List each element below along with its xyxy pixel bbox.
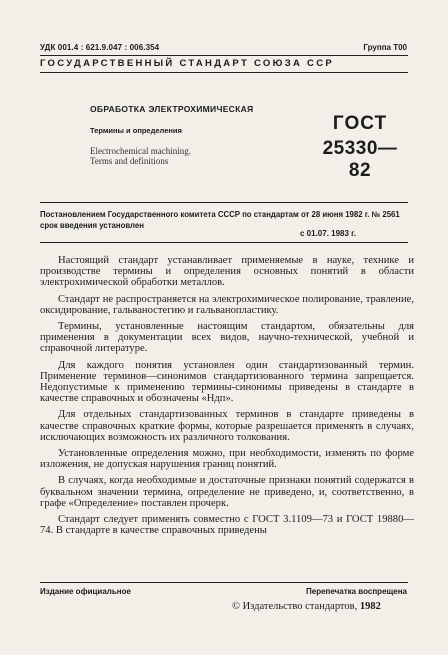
body-paragraph: Стандарт не распространяется на электрохимическое полирование, травление, оксидирование, гальваностегию и гальванопластику. bbox=[40, 293, 414, 316]
decree-rule-bottom bbox=[40, 242, 408, 243]
decree-rule bbox=[40, 202, 408, 203]
group-code: Группа Т00 bbox=[363, 43, 407, 52]
reprint-prohibited-label: Перепечатка воспрещена bbox=[306, 587, 407, 596]
body-paragraph: Для каждого понятия установлен один стандартизованный термин. Применение терминов—синонимов стандартизованного термина запрещается. Недопустимые к применению термины-синонимы приведены в стандарте в качестве справочных и обозначены «Ндп». bbox=[40, 359, 414, 405]
gost-number: 25330—82 bbox=[322, 138, 398, 181]
header-rule-top bbox=[40, 55, 408, 56]
english-title-line-1: Electrochemical machining. bbox=[90, 146, 191, 156]
footer-rule bbox=[40, 582, 408, 583]
udk-code: УДК 001.4 : 621.9.047 : 006.354 bbox=[40, 43, 160, 52]
title-block bbox=[90, 104, 270, 166]
copyright-text: © Издательство стандартов, bbox=[232, 601, 358, 612]
introduction-date: с 01.07. 1983 г. bbox=[300, 229, 356, 238]
body-paragraph: Настоящий стандарт устанавливает применяемые в науке, технике и производстве термины и определения основных понятий в области электрохимической обработки металлов. bbox=[40, 255, 414, 289]
body-text bbox=[40, 255, 414, 541]
english-title-line-2: Terms and definitions bbox=[90, 156, 169, 166]
body-paragraph: Для отдельных стандартизованных терминов в стандарте приведены в качестве справочных краткие формы, которые разрешается применять в случаях, исключающих возможность их различного толкования. bbox=[40, 409, 414, 443]
body-paragraph: Стандарт следует применять совместно с ГОСТ 3.1109—73 и ГОСТ 19880—74. В стандарте в качестве справочных приведены bbox=[40, 514, 414, 537]
document-subtitle: Термины и определения bbox=[90, 126, 182, 135]
state-standard-header: ГОСУДАРСТВЕННЫЙ СТАНДАРТ СОЮЗА ССР bbox=[40, 58, 335, 69]
copyright-line bbox=[232, 601, 381, 612]
body-paragraph: Термины, установленные настоящим стандартом, обязательны для применения в документации всех видов, научно-технической, учебной и справочной литературе. bbox=[40, 321, 414, 355]
official-edition-label: Издание официальное bbox=[40, 587, 131, 596]
body-paragraph: В случаях, когда необходимые и достаточные признаки понятий содержатся в буквальном значении термина, определение не приведено, и, соответственно, в графе «Определение» поставлен прочерк. bbox=[40, 475, 414, 509]
copyright-year: 1982 bbox=[359, 601, 381, 612]
document-title: ОБРАБОТКА ЭЛЕКТРОХИМИЧЕСКАЯ bbox=[90, 104, 254, 114]
gost-label: ГОСТ bbox=[332, 113, 388, 134]
gost-designation bbox=[312, 113, 408, 182]
body-paragraph: Установленные определения можно, при необходимости, изменять по форме изложения, не допуская нарушения границ понятий. bbox=[40, 448, 414, 471]
header-rule-bottom bbox=[40, 72, 408, 73]
document-title-english bbox=[90, 146, 270, 166]
decree-text: Постановлением Государственного комитета СССР по стандартам от 28 июня 1982 г. № 2561 срок введения установлен bbox=[40, 210, 400, 230]
